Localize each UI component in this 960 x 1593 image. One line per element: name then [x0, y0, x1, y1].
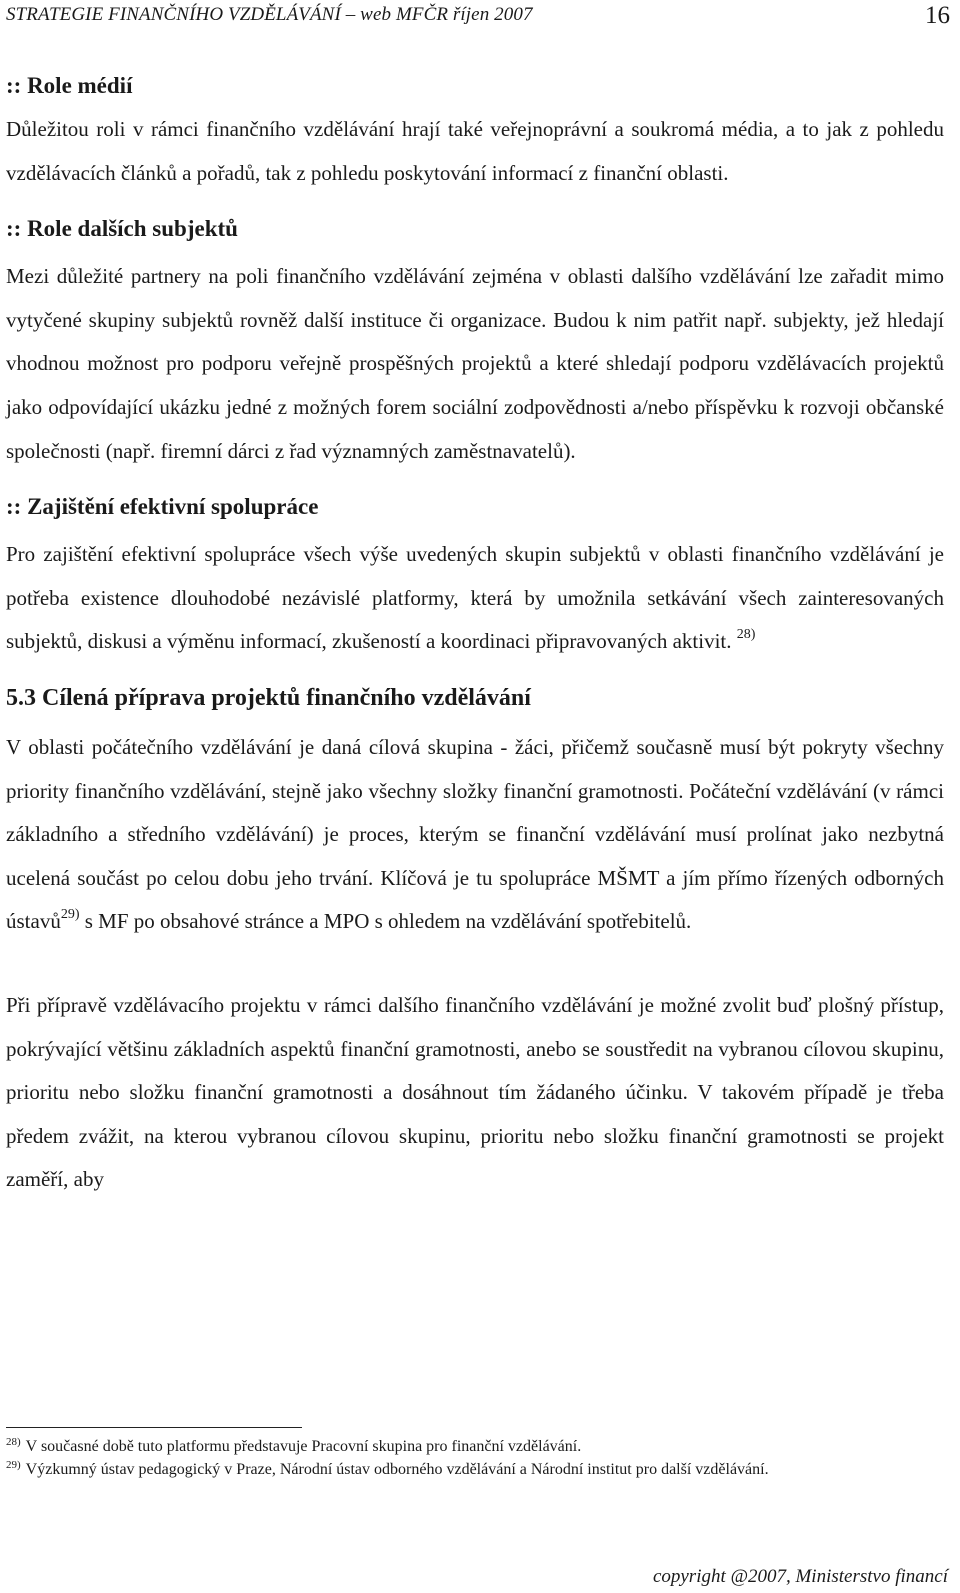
footnotes [6, 1436, 906, 1482]
heading-role-other-subjects: :: Role dalších subjektů [6, 216, 238, 242]
footnote-28 [6, 1436, 906, 1458]
paragraph-text: V oblasti počátečního vzdělávání je daná cílová skupina - žáci, přičemž současně musí být pokryty všechny priority finančního vzdělávání, stejně jako všechny složky finanční gramotnosti. Počáteční vzdělávání (v rámci základního a středního vzdělávání) je proces, kterým se finanční vzdělávání musí prolínat jako nezbytná ucelená součást po celou dobu jeho trvání. Klíčová je tu spolupráce MŠMT a jím přímo řízených odborných ústavů [6, 734, 944, 934]
running-footer: copyright @2007, Ministerstvo financí [652, 1566, 948, 1587]
footnote-ref-29[interactable]: 29) [60, 907, 80, 923]
running-header: STRATEGIE FINANČNÍHO VZDĚLÁVÁNÍ – web MFČR říjen 2007 [6, 4, 533, 25]
heading-effective-cooperation: :: Zajištění efektivní spolupráce [6, 494, 319, 520]
heading-role-media: :: Role médií [6, 73, 133, 98]
paragraph-role-other-subjects: Mezi důležité partnery na poli finančního vzdělávání zejména v oblasti dalšího vzdělávání lze zařadit mimo vytyčené skupiny subjektů rovněž další instituce či organizace. Budou k nim patřit např. subjekty, jež hledají vhodnou možnost pro podporu veřejně prospěšných projektů a které shledají podporu vzdělávacích projektů jako odpovídající ukázku jedné z možných forem sociální zodpovědnosti a/nebo příspěvku k rozvoji občanské společnosti (např. firemní dárci z řad významných zaměstnavatelů). [6, 264, 944, 463]
paragraph-text: Pro zajištění efektivní spolupráce všech výše uvedených skupin subjektů v oblasti finančního vzdělávání je potřeba existence dlouhodobé nezávislé platformy, která by umožnila setkávání všech zainteresovaných subjektů, diskusi a výměnu informací, zkušeností a koordinaci připravovaných aktivit. [6, 542, 944, 654]
paragraph-role-media: Důležitou roli v rámci finančního vzdělávání hrají také veřejnoprávní a soukromá média, a to jak z pohledu vzdělávacích článků a pořadů, tak z pohledu poskytování informací z finanční oblasti. [6, 117, 944, 185]
paragraph-effective-cooperation [6, 533, 944, 664]
paragraph-text-continued: s MF po obsahové stránce a MPO s ohledem na vzdělávání spotřebitelů. [79, 909, 692, 934]
footnote-29 [6, 1459, 906, 1481]
footnote-ref-28[interactable]: 28) [736, 627, 756, 643]
heading-section-5-3: 5.3 Cílená příprava projektů finančního vzdělávání [6, 684, 531, 711]
footnote-mark: 28) [6, 1435, 21, 1448]
footnote-text: V současné době tuto platformu představuje Pracovní skupina pro finanční vzdělávání. [25, 1438, 582, 1455]
footnote-separator [6, 1427, 302, 1428]
paragraph-project-preparation: Při přípravě vzdělávacího projektu v rámci dalšího finančního vzdělávání je možné zvolit buď plošný přístup, pokrývající většinu základních aspektů finanční gramotnosti, anebo se soustředit na vybranou cílovou skupinu, prioritu nebo složku finanční gramotnosti a dosáhnout tím žádaného účinku. V takovém případě je třeba předem zvážit, na kterou vybranou cílovou skupinu, prioritu nebo složku finanční gramotnosti se projekt zaměří, aby [6, 992, 944, 1192]
page-number: 16 [925, 2, 950, 29]
footnote-mark: 29) [6, 1458, 21, 1471]
page-body [6, 62, 944, 1202]
paragraph-section-5-3 [6, 726, 944, 944]
footnote-text: Výzkumný ústav pedagogický v Praze, Národní ústav odborného vzdělávání a Národní institut pro další vzdělávání. [25, 1461, 769, 1478]
